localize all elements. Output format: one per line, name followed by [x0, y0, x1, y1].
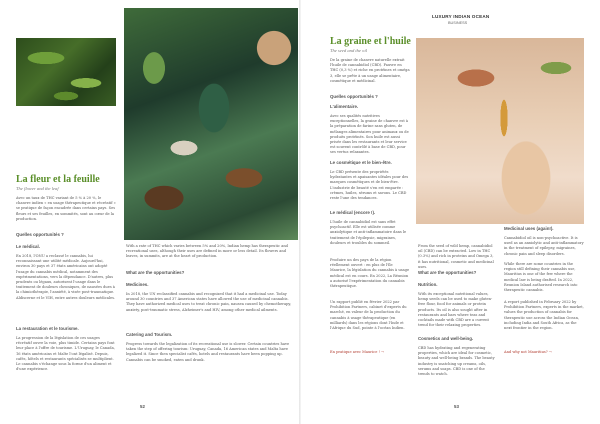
cannabis-products-collage-photo	[124, 8, 298, 240]
right-col2-p1: From the seed of wild hemp, cannabidiol oil (CBD) can be extracted. Low in THC (0.3%) and rich in proteins and Omega 3, it has nutritional, cosmetic and medicinal uses.	[418, 244, 494, 269]
left-col2-q1: What are the opportunities?	[126, 270, 185, 275]
left-q1: Quelles opportunités ?	[16, 232, 64, 237]
magazine-section: BUSINESS	[448, 21, 468, 25]
cannabis-leaf-photo	[16, 38, 116, 106]
left-col2-p2: In 2018, the UN reclassified cannabis and recognized that it had a medicinal use. Today around 30 countries and 37 American states have allowed the use of medicinal cannabis. They have authorized medical uses to treat chronic pain, nausea caused by chemotherapy, anxiety, post-traumatic stress, Alzheimer's and HIV, among other medical ailments.	[126, 292, 292, 312]
right-p3: Le CBD présente des propriétés hydratantes et apaisantes idéales pour des marques cosmétiques et de bien-être. L'industrie de beauté s'en est emparée : crèmes, huiles, sérums et savons. Le CBD reste l'une des tendances.	[330, 170, 409, 201]
right-subtitle: The seed and the oil	[330, 48, 367, 53]
left-col2-q2: Medicines.	[126, 282, 149, 287]
right-q4: Le médical (encore !).	[330, 210, 376, 215]
right-p7: En pratique avec Maurice ! →	[330, 350, 385, 354]
right-page-number: 53	[454, 404, 459, 409]
left-q3: La restauration et le tourisme.	[16, 326, 79, 331]
left-col2-q3: Catering and Tourism.	[126, 332, 173, 337]
right-col3-p4: And why not Mauritius? →	[504, 350, 552, 354]
right-col2-q1: What are the opportunities?	[418, 270, 477, 275]
right-col3-q1: Medicinal uses (again!).	[504, 226, 554, 231]
magazine-brand: LUXURY INDIAN OCEAN	[432, 14, 490, 19]
right-q1: Quelles opportunités ?	[330, 94, 378, 99]
right-p2: Avec ses qualités nutritives exceptionnelles, la graine de chanvre est à la préparation de farine sans gluten, de mélanges alimentaires pour animaux ou de produits protéinés. Son huile est aussi prisée dans les restaurants et leur service est souvent contrôlé à base de CBD, pour ses vertus relaxantes.	[330, 114, 409, 155]
left-p3: La progression de la législation de ces usages récréatif ouvre la voie, plus timide. Certains pays font leur place à l'offre de tourisme. L'Uruguay, le Canada, 16 états américains et Malte l'ont légalisé. Depuis, cafés, hôtels et restaurants spécialisés se multiplient. Le cannabis s'échange sous la forme d'un aliment et d'une expérience.	[16, 336, 115, 372]
right-q3: Le cosmétique et le bien-être.	[330, 160, 392, 165]
left-col2-p3: Progress towards the legalization of its recreational use is slower. Certain countries have taken the step of offering tourism: Uruguay, Canada, 16 American states and Malta have legalized it. Since then specialist cafés, hotels and restaurants have been popping up. Cannabis can be smoked, eaten and drunk.	[126, 342, 290, 362]
right-col3-p1: Cannabidiol oil is non-psychoactive. It is used as an anxiolytic and anti-inflammatory in the treatment of epilepsy, migraines, chronic pain and sleep disorders.	[504, 236, 584, 256]
right-col2-q2: Nutrition.	[418, 282, 438, 287]
right-p6: Un rapport publié en février 2022 par Prohibition Partners, cabinet d'experts du marché, en valeur de la production du cannabis à usage thérapeutique (en milliards) dans les régions dont l'Inde et l'Afrique du Sud, pointe à l'océan Indien.	[330, 300, 407, 331]
left-title: La fleur et la feuille	[16, 174, 100, 185]
right-p4: L'huile de cannabidiol est sans effet psychoactif. Elle est utilisée comme anxiolytique et anti-inflammatoire dans le traitement de l'épilepsie, migraines, douleurs et troubles du sommeil.	[330, 220, 407, 245]
right-col2-p3: CBD has hydrating and regenerating properties, which are ideal for cosmetic, beauty and well-being brands. The beauty industry is snatching up creams, oils, serums and soaps. CBD is one of the trends to watch.	[418, 346, 495, 377]
cbd-oil-dropper-photo	[416, 38, 584, 224]
left-p2: En 2018, l'ONU a reclassé le cannabis, lui reconnaissant une utilité médicale. Aujourd'hui, environ 30 pays et 37 états américains ont adopté l'usage du cannabis médical, notamment des expérimentations, vers la dépendance. D'autres, plus prudents ou légaux, autorisent l'usage dans le traitement de douleurs chroniques, de nausées dues à la chimiothérapie, l'anxiété, à visée post-traumatique. Aldiscerne et le VIH, entre autres douleurs médicales.	[16, 254, 116, 300]
left-page-number: 52	[140, 404, 145, 409]
right-p5: Produire un des pays de la région réellement ouvert : en plus de l'île Maurice, la législation du cannabis à usage médical est en cours. En 2022, La Réunion a autorisé l'expérimentation du cannabis thérapeutique.	[330, 258, 410, 289]
right-col3-p2: While there are some countries in the region still defining their cannabis use, Mauritius is one of the few where the medical law is being drafted. In 2022, Reunion Island authorised research into therapeutic cannabis.	[504, 262, 578, 293]
left-intro: Avec un taux de THC variant de 5 % à 20 %, le chanvre indien « en usage thérapeutique et récréatif » se pratique de façon encadrée dans certains pays. Ses fleurs et ses feuilles, en sommités, sont au cœur de la production.	[16, 196, 116, 221]
left-subtitle: The flower and the leaf	[16, 186, 59, 191]
right-col2-q3: Cosmetics and well-being.	[418, 336, 474, 341]
right-q2: L'alimentaire.	[330, 104, 359, 109]
right-col3-p3: A report published in February 2022 by Prohibition Partners, experts in the market, values the production of cannabis for therapeutic use across the Indian Ocean, including India and South Africa, as the next frontier in the region.	[504, 300, 584, 331]
page-gutter	[299, 0, 301, 424]
right-intro: De la graine de chanvre naturelle extrait l'huile de cannabidiol (CBD). Pauvre en THC (0,3 %) et riche en protéines et oméga 3, elle se prête à un usage alimentaire, cosmétique et médicinal.	[330, 58, 410, 83]
left-q2: Le médical.	[16, 244, 40, 249]
right-title: La graine et l'huile	[330, 36, 411, 47]
right-col2-p2: With its exceptional nutritional values, hemp seeds can be used to make gluten-free flour, food for animals or protein products. Its oil is also sought after in restaurants and bars where teas and cocktails made with CBD are a current trend for their relaxing properties.	[418, 292, 493, 328]
left-col2-p1: With a rate of THC which varies between 5% and 20%, Indian hemp has therapeutic and recreational uses, although their uses are defined in more or less detail. Its flowers and leaves, in summits, are at the heart of production.	[126, 244, 288, 259]
